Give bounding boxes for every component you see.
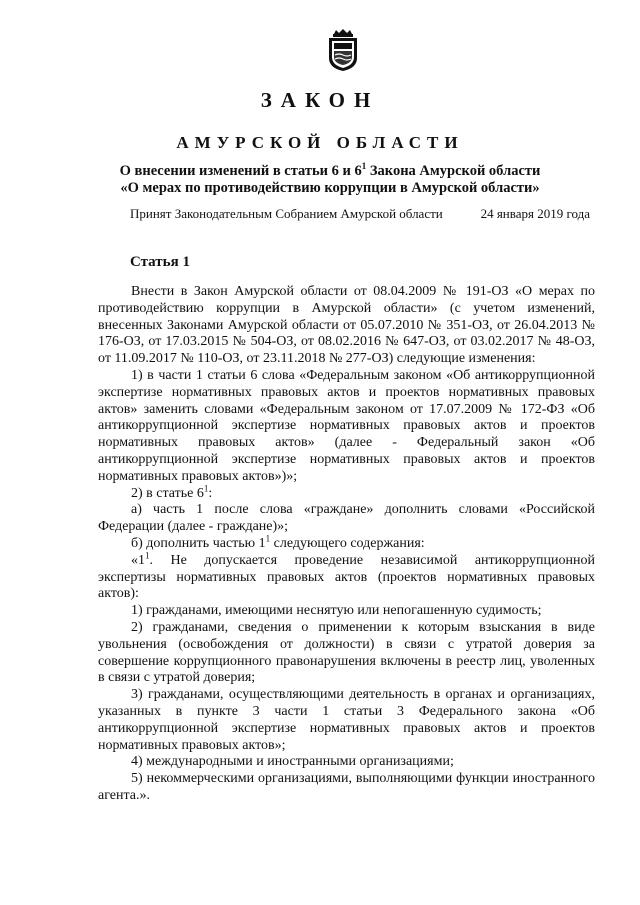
subitem-5: 5) некоммерческими организациями, выполняющими функции иностранного агента.». [98, 771, 595, 803]
subitem-3: 3) гражданами, осуществляющими деятельность в органах и организациях, указанных в пункте 3 части 1 статьи 3 Федерального закона «Об антикоррупционной экспертизе нормативных правовых актов и проектов нормативных правовых актов»; [98, 687, 595, 753]
article-body [98, 284, 595, 805]
law-title-line1: О внесении изменений в статьи 6 и $6^1$ Закона Амурской области [119, 161, 541, 179]
article-heading: Статья 1 [130, 254, 190, 270]
item-2a: а) часть 1 после слова «граждане» дополнить словами «Российской Федерации (далее - граждане)»; [98, 502, 595, 535]
law-heading: ЗАКОН [260, 88, 380, 112]
region-heading: АМУРСКОЙ ОБЛАСТИ [176, 133, 464, 152]
amur-oblast-coat-of-arms-icon [326, 28, 360, 72]
subitem-4: 4) международными и иностранными организациями; [131, 754, 454, 770]
adoption-date: 24 января 2019 года [480, 206, 590, 221]
new-part-text: «$1^1$. Не допускается проведение независимой антикоррупционной экспертизы нормативных правовых актов (проектов нормативных правовых актов): [98, 550, 595, 602]
item-1: 1) в части 1 статьи 6 слова «Федеральным законом «Об антикоррупционной экспертизе нормативных правовых актов и проектов нормативных правовых актов» заменить словами «Федеральным законом от 17.07.2009 № 172-ФЗ «Об антикоррупционной экспертизе нормативных правовых актов и проектов нормативных правовых актов» (далее - Федеральный закон «Об антикоррупционной экспертизе нормативных правовых актов и проектов нормативных правовых актов»)»; [98, 367, 595, 484]
article-intro: Внести в Закон Амурской области от 08.04.2009 № 191-ОЗ «О мерах по противодействию коррупции в Амурской области» (с учетом изменений, внесенных Законами Амурской области от 05.07.2010 № 351-ОЗ, от 26.04.2013 № 176-ОЗ, от 17.03.2015 № 504-ОЗ, от 08.02.2016 № 647-ОЗ, от 03.02.2017 № 48-ОЗ, от 11.09.2017 № 110-ОЗ, от 23.11.2018 № 277-ОЗ) следующие изменения: [98, 284, 595, 367]
item-2: 2) в статье $6^1$: [131, 482, 213, 501]
subitem-2: 2) гражданами, сведения о применении к которым взыскания в виде увольнения (освобождения от должности) в связи с утратой доверия за совершение коррупционного правонарушения включены в реестр лиц, уволенных в связи с утратой доверия; [98, 619, 595, 686]
adoption-line [130, 206, 590, 222]
law-title [95, 163, 565, 197]
item-2b: б) дополнить частью $1^1$ следующего содержания: [131, 533, 425, 551]
law-title-line2: «О мерах по противодействию коррупции в Амурской области» [120, 180, 540, 196]
adopted-by: Принят Законодательным Собранием Амурской области [130, 206, 443, 221]
subitem-1: 1) гражданами, имеющими неснятую или непогашенную судимость; [131, 603, 542, 619]
